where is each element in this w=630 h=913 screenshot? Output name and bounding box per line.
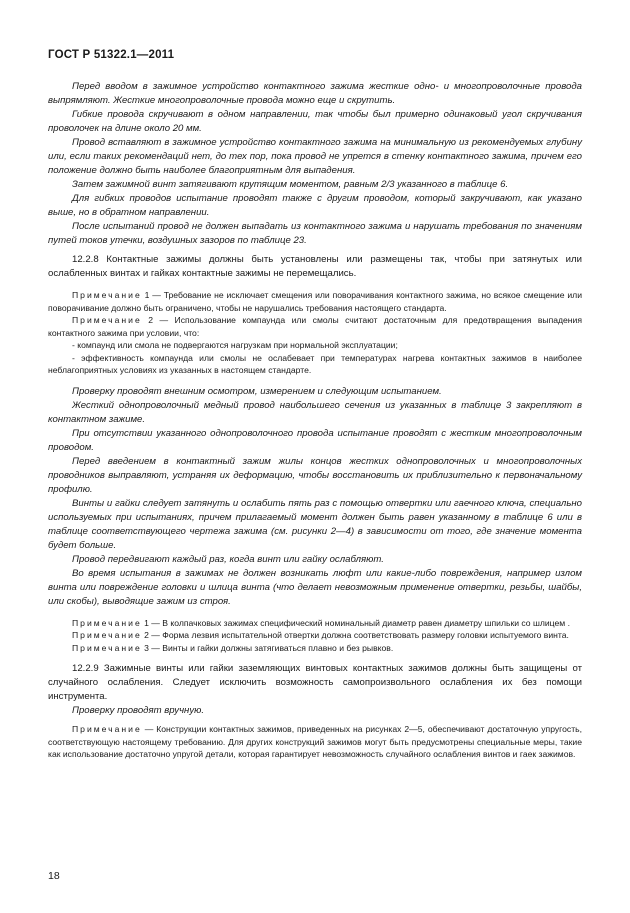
note-label: Примечание	[72, 315, 142, 325]
note	[48, 314, 582, 339]
paragraph: Проверку проводят вручную.	[72, 705, 204, 716]
note-text: 3 — Винты и гайки должны затягиваться плавно и без рывков.	[141, 642, 394, 653]
paragraph: Проверку проводят внешним осмотром, измерением и следующим испытанием.	[72, 385, 442, 397]
document-header: ГОСТ Р 51322.1—2011	[48, 49, 175, 61]
paragraph: Затем зажимной винт затягивают крутящим моментом, равным 2/3 указанного в таблице 6.	[72, 179, 509, 190]
paragraph: Провод вставляют в зажимное устройство контактного зажима на минимальную из рекомендуемых глубину или, если таких рекомендаций нет, до тех пор, пока провод не упрется в стенку контактного зажима, причем его положение должно быть наиболее благоприятным для выпадения.	[48, 137, 582, 176]
paragraph: Во время испытания в зажимах не должен возникать люфт или какие-либо повреждения, например излом винта или повреждение головки и шлица винта (что делает невозможным применение отвертки, резьбы, шайбы, или скобы), выводящие зажим из строя.	[48, 567, 582, 607]
note	[48, 642, 582, 655]
paragraph: Перед введением в контактный зажим жилы концов жестких однопроволочных и многопроволочных проводников выправляют, устраняя их деформацию, чтобы восстановить их приблизительно к первоначальному профилю.	[48, 455, 582, 495]
note-label: Примечание	[72, 630, 142, 640]
note	[48, 617, 582, 630]
clause-12-2-9: 12.2.9 Зажимные винты или гайки заземляющих винтовых контактных зажимов должны быть защищены от случайного ослабления. Следует исключить возможность самопроизвольного ослабления их без помощи инструмента.	[48, 663, 582, 702]
paragraph: Гибкие провода скручивают в одном направлении, так чтобы был примерно одинаковый угол скручивания проволочек на длине около 20 мм.	[48, 109, 582, 134]
note-text: — Конструкции контактных зажимов, приведенных на рисунках 2—5, обеспечивают достаточную упругость, соответствующую настоящему требованию. Для других конструкций зажимов могут быть предусмотрены специальные меры, такие как использование достаточно упругой детали, которая гарантирует невозможность случайного ослабления винтов и гаек зажимов.	[48, 724, 582, 759]
document-body	[48, 80, 582, 761]
paragraph: После испытаний провод не должен выпадать из контактного зажима и нарушать требования по значениям путей токов утечки, воздушных зазоров по таблице 23.	[48, 221, 582, 246]
note-list-item: - компаунд или смола не подвергаются нагрузкам при нормальной эксплуатации;	[72, 340, 398, 350]
paragraph: Провод передвигают каждый раз, когда винт или гайку ослабляют.	[72, 553, 384, 565]
note-text: 2 — Использование компаунда или смолы считают достаточным для предотвращения выпадения контактного зажима при условии, что:	[48, 315, 582, 338]
page-number: 18	[48, 870, 60, 882]
paragraph: При отсутствии указанного однопроволочного провода испытание проводят с жестким многопроволочным проводом.	[48, 427, 582, 453]
note	[48, 723, 582, 761]
paragraph: Винты и гайки следует затянуть и ослабить пять раз с помощью отвертки или гаечного ключа, специально используемых при испытаниях, причем прилагаемый момент должен быть равен указанному в таблице 6 или в таблице соответствующего чертежа зажима (см. рисунки 2—4) в зависимости от того, где значение момента будет больше.	[48, 497, 582, 551]
note-text: 2 — Форма лезвия испытательной отвертки должна соответствовать размеру головки испытуемого винта.	[141, 630, 569, 640]
note-text: 1 — В колпачковых зажимах специфический номинальный диаметр равен диаметру шпильки со шлицем .	[141, 617, 570, 628]
clause-12-2-8: 12.2.8 Контактные зажимы должны быть установлены или размещены так, чтобы при затянутых или ослабленных винтах и гайках контактные зажимы не перемещались.	[48, 254, 582, 279]
note-label: Примечание	[72, 617, 142, 628]
note	[48, 289, 582, 314]
paragraph: Перед вводом в зажимное устройство контактного зажима жесткие одно- и многопроволочные провода выпрямляют. Жесткие многопроволочные провода можно еще и скрутить.	[48, 81, 582, 106]
note-list-item: - эффективность компаунда или смолы не ослабевает при температурах нагрева контактных зажимов в наиболее неблагоприятных условиях из указанных в настоящем стандарте.	[48, 352, 582, 375]
paragraph: Жесткий однопроволочный медный провод наибольшего сечения из указанных в таблице 3 закрепляют в контактном зажиме.	[48, 399, 582, 425]
note-text: 1 — Требование не исключает смещения или поворачивания контактного зажима, но всякое смещение или поворачивание должно быть ограничено, чтобы не нарушались требования настоящего стандарта.	[48, 290, 582, 313]
note	[48, 629, 582, 642]
paragraph: Для гибких проводов испытание проводят также с другим проводом, который закручивают, как указано выше, но в обратном направлении.	[48, 193, 582, 218]
note-label: Примечание	[72, 290, 142, 300]
note-label: Примечание	[72, 724, 142, 734]
note-label: Примечание	[72, 642, 142, 653]
